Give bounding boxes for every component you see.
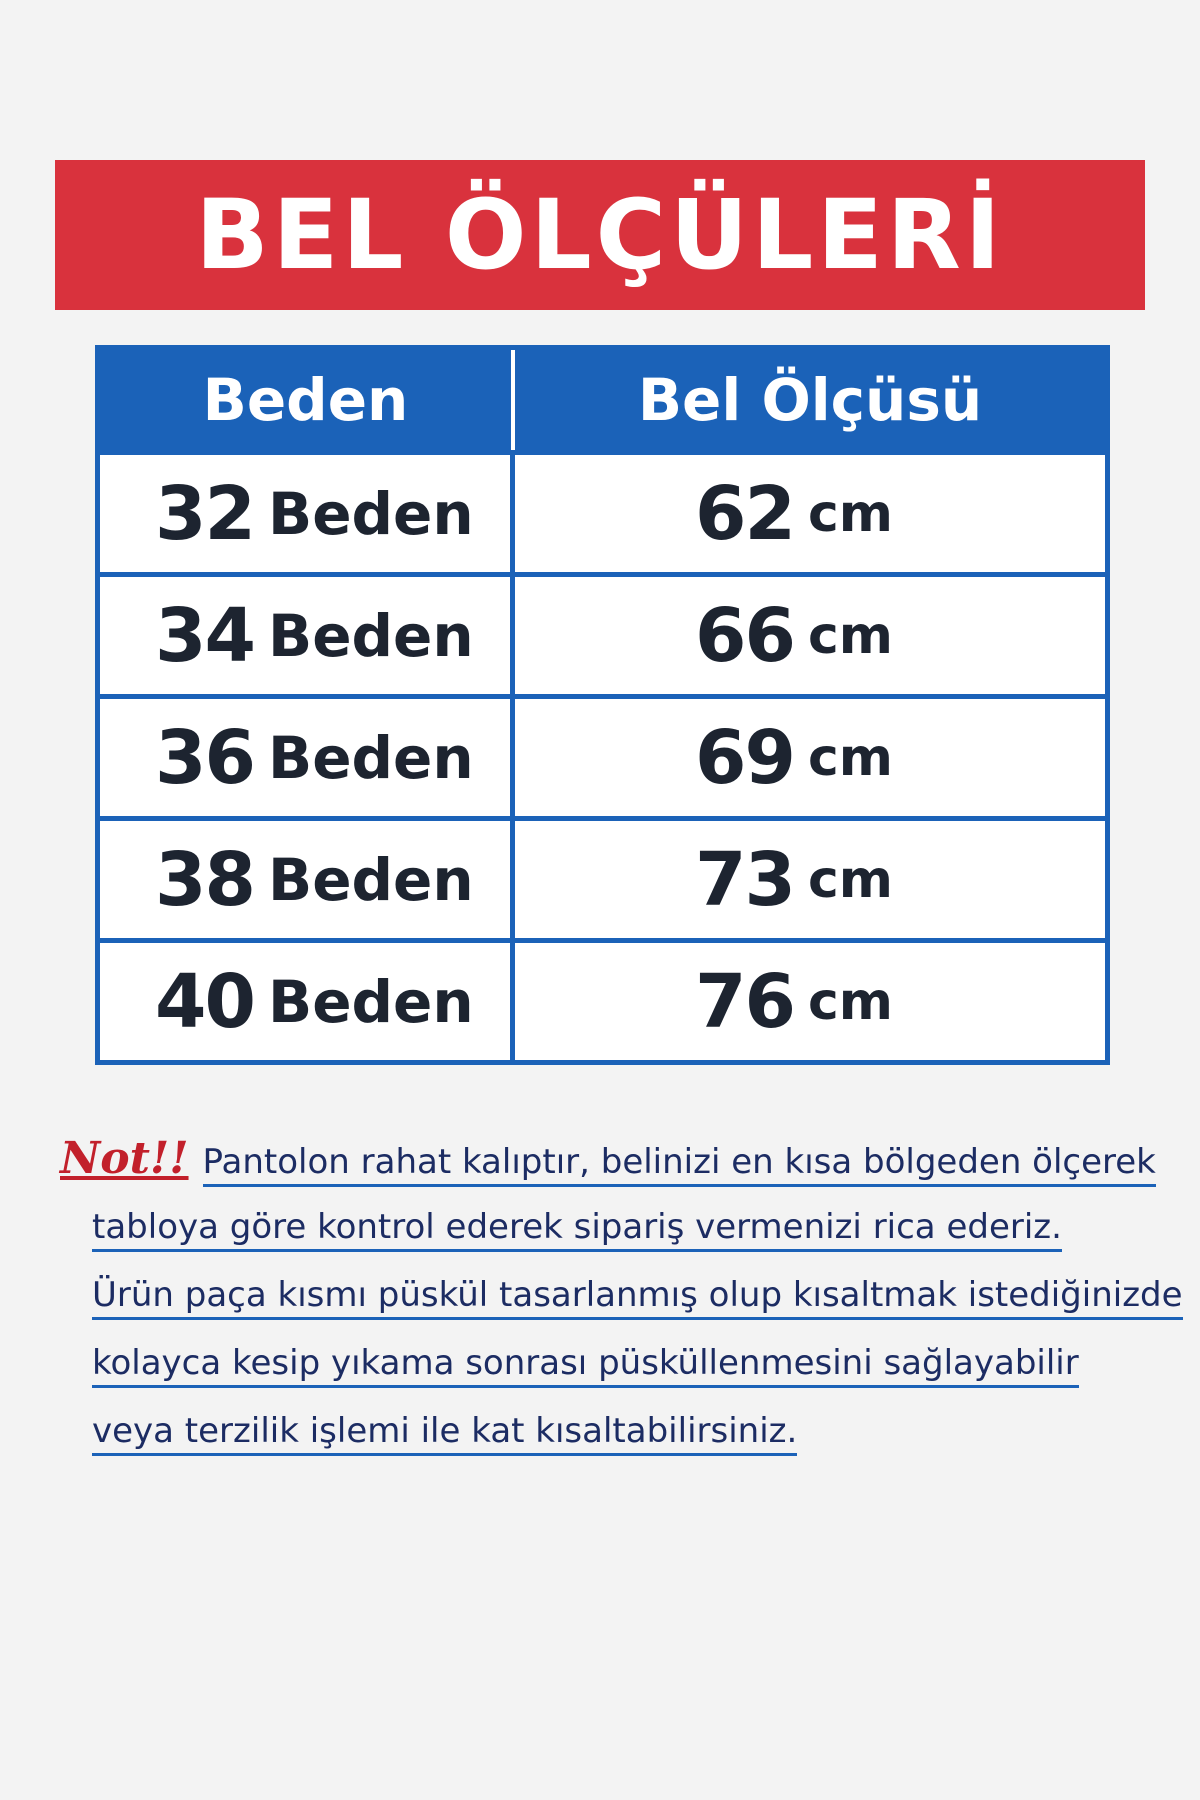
- header-size: Beden: [100, 350, 515, 450]
- table-row: [100, 450, 1105, 572]
- waist-unit: cm: [807, 849, 893, 910]
- size-cell: [100, 455, 515, 572]
- note-line: [60, 1261, 1183, 1329]
- size-number: 34: [155, 592, 254, 679]
- waist-cell: [515, 943, 1105, 1060]
- waist-value: 62: [695, 470, 794, 557]
- size-cell: [100, 699, 515, 816]
- size-number: 38: [155, 836, 254, 923]
- note-line: [60, 1329, 1140, 1397]
- size-word: Beden: [267, 845, 474, 914]
- size-number: 36: [155, 714, 254, 801]
- waist-unit: cm: [807, 483, 893, 544]
- note-text: Ürün paça kısmı püskül tasarlanmış olup kısaltmak istediğinizde: [92, 1275, 1183, 1320]
- waist-value: 73: [695, 836, 794, 923]
- size-word: Beden: [267, 479, 474, 548]
- note-line: [60, 1193, 1140, 1261]
- waist-cell: [515, 821, 1105, 938]
- waist-unit: cm: [807, 971, 893, 1032]
- title-banner: [55, 160, 1145, 310]
- table-row: [100, 938, 1105, 1060]
- waist-cell: [515, 577, 1105, 694]
- table-row: [100, 816, 1105, 938]
- header-waist: Bel Ölçüsü: [637, 366, 983, 434]
- note-text: Pantolon rahat kalıptır, belinizi en kısa bölgeden ölçerek: [203, 1142, 1156, 1187]
- waist-value: 76: [695, 958, 794, 1045]
- table-row: [100, 572, 1105, 694]
- waist-value: 69: [695, 714, 794, 801]
- size-number: 32: [155, 470, 254, 557]
- size-word: Beden: [267, 723, 474, 792]
- size-word: Beden: [267, 601, 474, 670]
- note-text: veya terzilik işlemi ile kat kısaltabilirsiniz.: [92, 1411, 797, 1456]
- note-line: [60, 1125, 1156, 1193]
- size-cell: [100, 821, 515, 938]
- size-table: [95, 345, 1110, 1065]
- waist-value: 66: [695, 592, 794, 679]
- page-title: BEL ÖLÇÜLERİ: [195, 179, 1005, 291]
- size-cell: [100, 943, 515, 1060]
- waist-cell: [515, 455, 1105, 572]
- waist-unit: cm: [807, 727, 893, 788]
- table-row: [100, 694, 1105, 816]
- note-text: tabloya göre kontrol ederek sipariş vermenizi rica ederiz.: [92, 1207, 1062, 1252]
- note-text: kolayca kesip yıkama sonrası püsküllenmesini sağlayabilir: [92, 1343, 1079, 1388]
- size-number: 40: [155, 958, 254, 1045]
- size-cell: [100, 577, 515, 694]
- waist-cell: [515, 699, 1105, 816]
- note-block: [60, 1125, 1183, 1465]
- size-word: Beden: [267, 967, 474, 1036]
- note-label: Not!!: [60, 1133, 189, 1184]
- table-header: [100, 350, 1105, 450]
- waist-unit: cm: [807, 605, 893, 666]
- note-line: [60, 1397, 1140, 1465]
